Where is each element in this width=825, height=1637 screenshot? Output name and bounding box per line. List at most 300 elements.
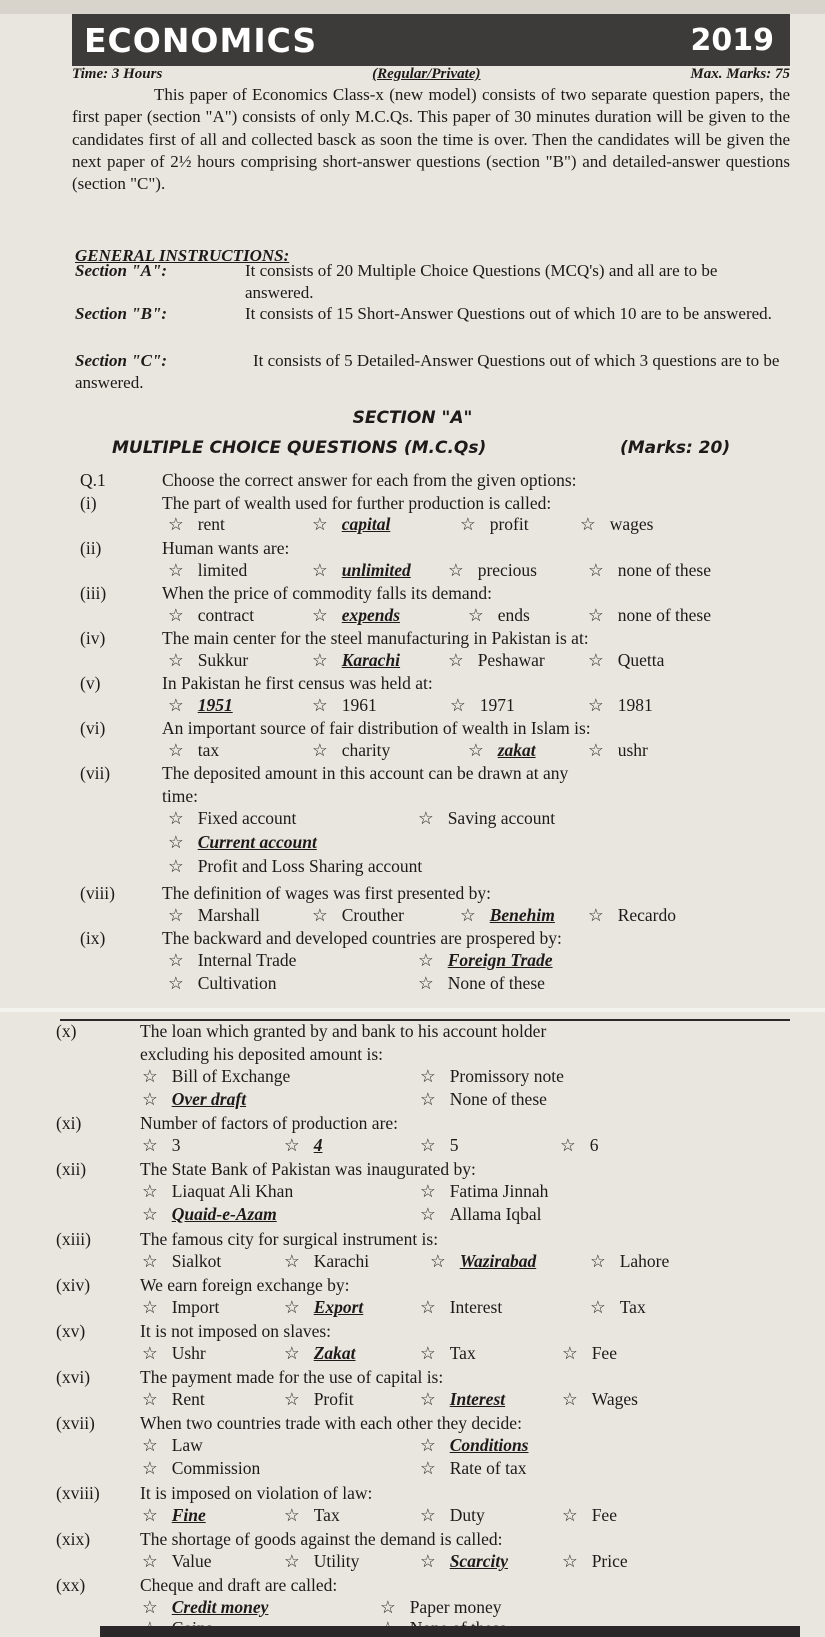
option-text: Rate of tax — [449, 1458, 527, 1478]
option-text: Fine — [171, 1505, 206, 1525]
option-d — [588, 740, 648, 761]
option-c-correct — [168, 832, 317, 853]
question-text: The loan which granted by and bank to his account holder — [140, 1021, 547, 1041]
option-c-correct — [142, 1204, 277, 1225]
option-text: Lahore — [619, 1251, 670, 1271]
option-b — [380, 1597, 502, 1618]
option-a — [142, 1551, 212, 1572]
option-c-correct — [468, 740, 536, 761]
option-b-correct — [418, 950, 553, 971]
option-text: Liaquat Ali Khan — [171, 1181, 294, 1201]
option-text: Price — [591, 1551, 628, 1571]
star-icon: ☆ — [420, 1135, 436, 1155]
option-d — [588, 650, 664, 671]
star-icon: ☆ — [420, 1551, 436, 1571]
option-text: wages — [609, 514, 654, 534]
option-b-correct — [312, 514, 390, 535]
star-icon: ☆ — [312, 650, 328, 670]
option-text: ushr — [617, 740, 648, 760]
option-text: 1971 — [479, 695, 515, 715]
option-text: Conditions — [449, 1435, 529, 1455]
option-text: Import — [171, 1297, 220, 1317]
option-text: capital — [341, 514, 391, 534]
question-text: The payment made for the use of capital is: — [140, 1367, 444, 1387]
star-icon: ☆ — [418, 950, 434, 970]
star-icon: ☆ — [142, 1389, 158, 1409]
star-icon: ☆ — [420, 1181, 436, 1201]
question-text: When the price of commodity falls its demand: — [162, 583, 492, 603]
option-b-correct — [284, 1297, 363, 1318]
option-text: Sukkur — [197, 650, 249, 670]
option-text: Allama Iqbal — [449, 1204, 542, 1224]
star-icon: ☆ — [168, 605, 184, 625]
option-text: Law — [171, 1435, 203, 1455]
question-text: Cheque and draft are called: — [140, 1575, 338, 1595]
option-text: Profit and Loss Sharing account — [197, 856, 423, 876]
option-b — [284, 1251, 369, 1272]
top-strip — [0, 0, 825, 14]
question-text: The shortage of goods against the demand is called: — [140, 1529, 503, 1549]
option-a — [142, 1251, 221, 1272]
option-text: charity — [341, 740, 391, 760]
next-section-heading-cut — [100, 1626, 800, 1637]
intro-paragraph: This paper of Economics Class-x (new model) consists of two separate question papers, the first paper (section "A") consists of only M.C.Qs. This paper of 30 minutes duration will be given to the candidates first of all and collected basck as soon the time is over. Then the candidates will be given the next paper of 2½ hours comprising short-answer questions (section "B") and detailed-answer questions (section "C"). — [72, 85, 790, 194]
option-b — [284, 1551, 359, 1572]
question-number: (xvii) — [56, 1413, 95, 1433]
star-icon: ☆ — [448, 650, 464, 670]
question-number: (xviii) — [56, 1483, 100, 1503]
option-text: Foreign Trade — [447, 950, 553, 970]
question-text: When two countries trade with each other they decide: — [140, 1413, 522, 1433]
star-icon: ☆ — [312, 605, 328, 625]
option-text: Internal Trade — [197, 950, 297, 970]
section-a-instruction — [75, 260, 790, 304]
option-d — [590, 1251, 669, 1272]
star-icon: ☆ — [142, 1181, 158, 1201]
star-icon: ☆ — [448, 560, 464, 580]
option-a — [142, 1343, 206, 1364]
question-number: (vii) — [80, 763, 111, 783]
question-text: The part of wealth used for further production is called: — [162, 493, 552, 513]
option-a — [168, 560, 247, 581]
option-c — [448, 560, 537, 581]
star-icon: ☆ — [142, 1297, 158, 1317]
separator-line — [60, 1019, 790, 1021]
option-text: Karachi — [313, 1251, 370, 1271]
subject-title: ECONOMICS — [84, 20, 318, 60]
option-text: ends — [497, 605, 530, 625]
option-b — [312, 740, 390, 761]
option-text: Peshawar — [477, 650, 545, 670]
star-icon: ☆ — [430, 1251, 446, 1271]
option-text: Duty — [449, 1505, 485, 1525]
option-b — [284, 1389, 354, 1410]
star-icon: ☆ — [588, 740, 604, 760]
question-number: (xvi) — [56, 1367, 91, 1387]
star-icon: ☆ — [284, 1389, 300, 1409]
option-d — [418, 973, 545, 994]
option-a — [142, 1435, 203, 1456]
option-d — [588, 560, 711, 581]
option-d — [590, 1297, 646, 1318]
option-text: Recardo — [617, 905, 677, 925]
option-text: unlimited — [341, 560, 411, 580]
star-icon: ☆ — [142, 1135, 158, 1155]
star-icon: ☆ — [590, 1297, 606, 1317]
option-c — [468, 605, 530, 626]
option-text: Interest — [449, 1389, 506, 1409]
star-icon: ☆ — [168, 560, 184, 580]
question-text: Number of factors of production are: — [140, 1113, 399, 1133]
option-text: Interest — [449, 1297, 503, 1317]
star-icon: ☆ — [560, 1135, 576, 1155]
star-icon: ☆ — [312, 514, 328, 534]
question-text: It is not imposed on slaves: — [140, 1321, 332, 1341]
question-number: (x) — [56, 1021, 77, 1041]
mcq-marks: (Marks: 20) — [620, 438, 731, 458]
option-b-correct — [312, 560, 411, 581]
option-text: profit — [489, 514, 529, 534]
question-text-continued: excluding his deposited amount is: — [140, 1044, 384, 1064]
option-b — [420, 1066, 564, 1087]
option-text: Over draft — [171, 1089, 247, 1109]
option-a — [168, 905, 260, 926]
star-icon: ☆ — [168, 973, 184, 993]
star-icon: ☆ — [142, 1089, 158, 1109]
question-number: (xx) — [56, 1575, 86, 1595]
star-icon: ☆ — [168, 650, 184, 670]
question-text: We earn foreign exchange by: — [140, 1275, 350, 1295]
option-c-correct — [430, 1251, 536, 1272]
option-c-correct — [460, 905, 555, 926]
star-icon: ☆ — [418, 808, 434, 828]
option-d — [588, 605, 711, 626]
star-icon: ☆ — [284, 1505, 300, 1525]
question-number: (v) — [80, 673, 101, 693]
section-c-instruction — [75, 350, 790, 394]
option-a — [168, 605, 254, 626]
star-icon: ☆ — [468, 740, 484, 760]
option-a — [168, 514, 225, 535]
option-text: zakat — [497, 740, 536, 760]
option-c-correct — [142, 1089, 246, 1110]
star-icon: ☆ — [590, 1251, 606, 1271]
question-text: Human wants are: — [162, 538, 290, 558]
option-c — [450, 695, 515, 716]
column-gap — [0, 1008, 825, 1012]
option-text: Tax — [619, 1297, 646, 1317]
exam-max-marks: Max. Marks: 75 — [690, 66, 790, 82]
star-icon: ☆ — [142, 1505, 158, 1525]
option-d — [420, 1204, 542, 1225]
question-text: It is imposed on violation of law: — [140, 1483, 373, 1503]
question-text: The definition of wages was first presented by: — [162, 883, 492, 903]
option-text: Fixed account — [197, 808, 297, 828]
mcq-heading: MULTIPLE CHOICE QUESTIONS (M.C.Qs) — [112, 438, 487, 458]
option-text: Cultivation — [197, 973, 277, 993]
star-icon: ☆ — [468, 605, 484, 625]
star-icon: ☆ — [562, 1551, 578, 1571]
star-icon: ☆ — [420, 1089, 436, 1109]
q1-number: Q.1 — [80, 470, 106, 490]
star-icon: ☆ — [168, 695, 184, 715]
option-text: 1961 — [341, 695, 377, 715]
option-a-correct — [142, 1597, 268, 1618]
option-text: Scarcity — [449, 1551, 509, 1571]
option-text: none of these — [617, 560, 712, 580]
star-icon: ☆ — [168, 832, 184, 852]
option-c — [448, 650, 545, 671]
star-icon: ☆ — [420, 1505, 436, 1525]
section-b-text: It consists of 15 Short-Answer Questions out of which 10 are to be answered. — [245, 304, 772, 323]
star-icon: ☆ — [284, 1551, 300, 1571]
star-icon: ☆ — [284, 1343, 300, 1363]
option-text: 5 — [449, 1135, 459, 1155]
star-icon: ☆ — [168, 514, 184, 534]
exam-type: (Regular/Private) — [372, 66, 481, 82]
star-icon: ☆ — [562, 1389, 578, 1409]
star-icon: ☆ — [418, 973, 434, 993]
question-text: The famous city for surgical instrument is: — [140, 1229, 439, 1249]
exam-time: Time: 3 Hours — [72, 66, 163, 82]
star-icon: ☆ — [168, 856, 184, 876]
question-number: (xix) — [56, 1529, 91, 1549]
option-a — [168, 950, 296, 971]
star-icon: ☆ — [142, 1251, 158, 1271]
star-icon: ☆ — [562, 1505, 578, 1525]
star-icon: ☆ — [420, 1204, 436, 1224]
option-a-correct — [168, 695, 233, 716]
section-a-text: It consists of 20 Multiple Choice Questions (MCQ's) and all are to be answered. — [245, 261, 718, 302]
option-text: 1981 — [617, 695, 653, 715]
star-icon: ☆ — [284, 1251, 300, 1271]
option-text: Zakat — [313, 1343, 356, 1363]
star-icon: ☆ — [168, 740, 184, 760]
star-icon: ☆ — [460, 905, 476, 925]
option-text: 6 — [589, 1135, 599, 1155]
option-text: Current account — [197, 832, 317, 852]
star-icon: ☆ — [142, 1343, 158, 1363]
option-b-correct — [420, 1435, 529, 1456]
question-number: (iii) — [80, 583, 107, 603]
option-text: contract — [197, 605, 255, 625]
option-d — [562, 1343, 617, 1364]
star-icon: ☆ — [142, 1066, 158, 1086]
star-icon: ☆ — [562, 1343, 578, 1363]
option-text: 1951 — [197, 695, 233, 715]
star-icon: ☆ — [380, 1597, 396, 1617]
section-a-label: Section "A": — [75, 261, 168, 280]
star-icon: ☆ — [142, 1551, 158, 1571]
question-text: The main center for the steel manufacturing in Pakistan is at: — [162, 628, 589, 648]
option-b-correct — [284, 1135, 322, 1156]
option-d — [168, 856, 422, 877]
option-text: Saving account — [447, 808, 556, 828]
option-b — [418, 808, 555, 829]
star-icon: ☆ — [588, 695, 604, 715]
star-icon: ☆ — [420, 1343, 436, 1363]
option-b-correct — [284, 1343, 356, 1364]
option-text: Ushr — [171, 1343, 206, 1363]
option-a — [142, 1135, 180, 1156]
option-b — [312, 695, 377, 716]
star-icon: ☆ — [168, 905, 184, 925]
star-icon: ☆ — [420, 1066, 436, 1086]
option-d — [420, 1089, 547, 1110]
option-text: Value — [171, 1551, 212, 1571]
option-a — [142, 1066, 290, 1087]
question-text: The deposited amount in this account can be drawn at any — [162, 763, 569, 783]
option-a — [168, 650, 248, 671]
star-icon: ☆ — [580, 514, 596, 534]
option-text: precious — [477, 560, 537, 580]
question-number: (xi) — [56, 1113, 82, 1133]
option-c-correct — [420, 1551, 508, 1572]
option-d — [588, 905, 676, 926]
section-c-text: It consists of 5 Detailed-Answer Questions out of which 3 questions are to be answered. — [75, 351, 780, 392]
option-a — [142, 1389, 205, 1410]
option-text: Fatima Jinnah — [449, 1181, 549, 1201]
star-icon: ☆ — [588, 605, 604, 625]
option-text: Fee — [591, 1343, 617, 1363]
star-icon: ☆ — [420, 1458, 436, 1478]
option-text: rent — [197, 514, 225, 534]
star-icon: ☆ — [588, 650, 604, 670]
option-text: Credit money — [171, 1597, 269, 1617]
option-text: Rent — [171, 1389, 205, 1409]
option-text: 3 — [171, 1135, 181, 1155]
section-b-instruction — [75, 303, 790, 347]
option-d — [580, 514, 653, 535]
question-number: (xiv) — [56, 1275, 91, 1295]
question-number: (xiii) — [56, 1229, 91, 1249]
star-icon: ☆ — [168, 808, 184, 828]
star-icon: ☆ — [168, 950, 184, 970]
star-icon: ☆ — [420, 1435, 436, 1455]
option-d — [562, 1505, 617, 1526]
option-text: Sialkot — [171, 1251, 222, 1271]
question-number: (ii) — [80, 538, 102, 558]
star-icon: ☆ — [142, 1458, 158, 1478]
option-b — [312, 905, 404, 926]
option-d — [562, 1551, 628, 1572]
option-text: limited — [197, 560, 248, 580]
section-c-label: Section "C": — [75, 351, 168, 370]
option-c — [420, 1505, 485, 1526]
star-icon: ☆ — [450, 695, 466, 715]
option-text: Promissory note — [449, 1066, 564, 1086]
option-text: Commission — [171, 1458, 261, 1478]
option-text: Profit — [313, 1389, 354, 1409]
star-icon: ☆ — [420, 1297, 436, 1317]
star-icon: ☆ — [142, 1435, 158, 1455]
question-text: The backward and developed countries are prospered by: — [162, 928, 562, 948]
option-a — [142, 1181, 293, 1202]
star-icon: ☆ — [284, 1135, 300, 1155]
subject-banner — [72, 14, 790, 66]
option-b-correct — [312, 605, 400, 626]
option-text: Quaid-e-Azam — [171, 1204, 277, 1224]
star-icon: ☆ — [588, 905, 604, 925]
star-icon: ☆ — [312, 905, 328, 925]
option-a — [168, 740, 219, 761]
option-c — [420, 1297, 502, 1318]
option-text: 4 — [313, 1135, 323, 1155]
section-b-label: Section "B": — [75, 304, 168, 323]
q1-instruction: Choose the correct answer for each from the given options: — [162, 470, 577, 490]
option-text: tax — [197, 740, 220, 760]
option-c — [142, 1458, 260, 1479]
question-text: The State Bank of Pakistan was inaugurated by: — [140, 1159, 476, 1179]
option-text: Utility — [313, 1551, 360, 1571]
option-c — [168, 973, 276, 994]
option-text: Export — [313, 1297, 364, 1317]
star-icon: ☆ — [142, 1204, 158, 1224]
option-text: expends — [341, 605, 401, 625]
star-icon: ☆ — [312, 560, 328, 580]
option-text: Crouther — [341, 905, 404, 925]
option-text: Bill of Exchange — [171, 1066, 291, 1086]
option-text: Tax — [449, 1343, 476, 1363]
question-text: In Pakistan he first census was held at: — [162, 673, 433, 693]
option-c — [460, 514, 529, 535]
star-icon: ☆ — [312, 695, 328, 715]
question-number: (vi) — [80, 718, 106, 738]
option-a — [142, 1297, 219, 1318]
option-text: Benehim — [489, 905, 555, 925]
option-c — [420, 1135, 458, 1156]
option-d — [562, 1389, 638, 1410]
option-text: Fee — [591, 1505, 617, 1525]
option-text: Marshall — [197, 905, 260, 925]
exam-year: 2019 — [690, 22, 774, 58]
option-text: Tax — [313, 1505, 340, 1525]
option-text: None of these — [449, 1089, 547, 1109]
question-number: (iv) — [80, 628, 106, 648]
star-icon: ☆ — [312, 740, 328, 760]
question-number: (i) — [80, 493, 97, 513]
option-c-correct — [420, 1389, 505, 1410]
question-text-continued: time: — [162, 786, 198, 806]
star-icon: ☆ — [142, 1597, 158, 1617]
star-icon: ☆ — [588, 560, 604, 580]
option-b-correct — [312, 650, 400, 671]
option-b — [420, 1181, 548, 1202]
option-text: Paper money — [409, 1597, 502, 1617]
general-instructions-heading: GENERAL INSTRUCTIONS: — [75, 246, 290, 265]
question-number: (ix) — [80, 928, 106, 948]
option-a — [168, 808, 296, 829]
section-a-title: SECTION "A" — [352, 408, 473, 428]
star-icon: ☆ — [284, 1297, 300, 1317]
option-text: Karachi — [341, 650, 401, 670]
question-number: (viii) — [80, 883, 115, 903]
star-icon: ☆ — [420, 1389, 436, 1409]
question-number: (xii) — [56, 1159, 87, 1179]
option-d — [420, 1458, 526, 1479]
option-text: None of these — [447, 973, 545, 993]
option-d — [560, 1135, 598, 1156]
option-d — [588, 695, 653, 716]
exam-meta — [72, 66, 790, 83]
question-number: (xv) — [56, 1321, 86, 1341]
star-icon: ☆ — [460, 514, 476, 534]
option-b — [284, 1505, 340, 1526]
option-text: Quetta — [617, 650, 665, 670]
question-text: An important source of fair distribution of wealth in Islam is: — [162, 718, 591, 738]
option-c — [420, 1343, 476, 1364]
option-text: Wages — [591, 1389, 638, 1409]
